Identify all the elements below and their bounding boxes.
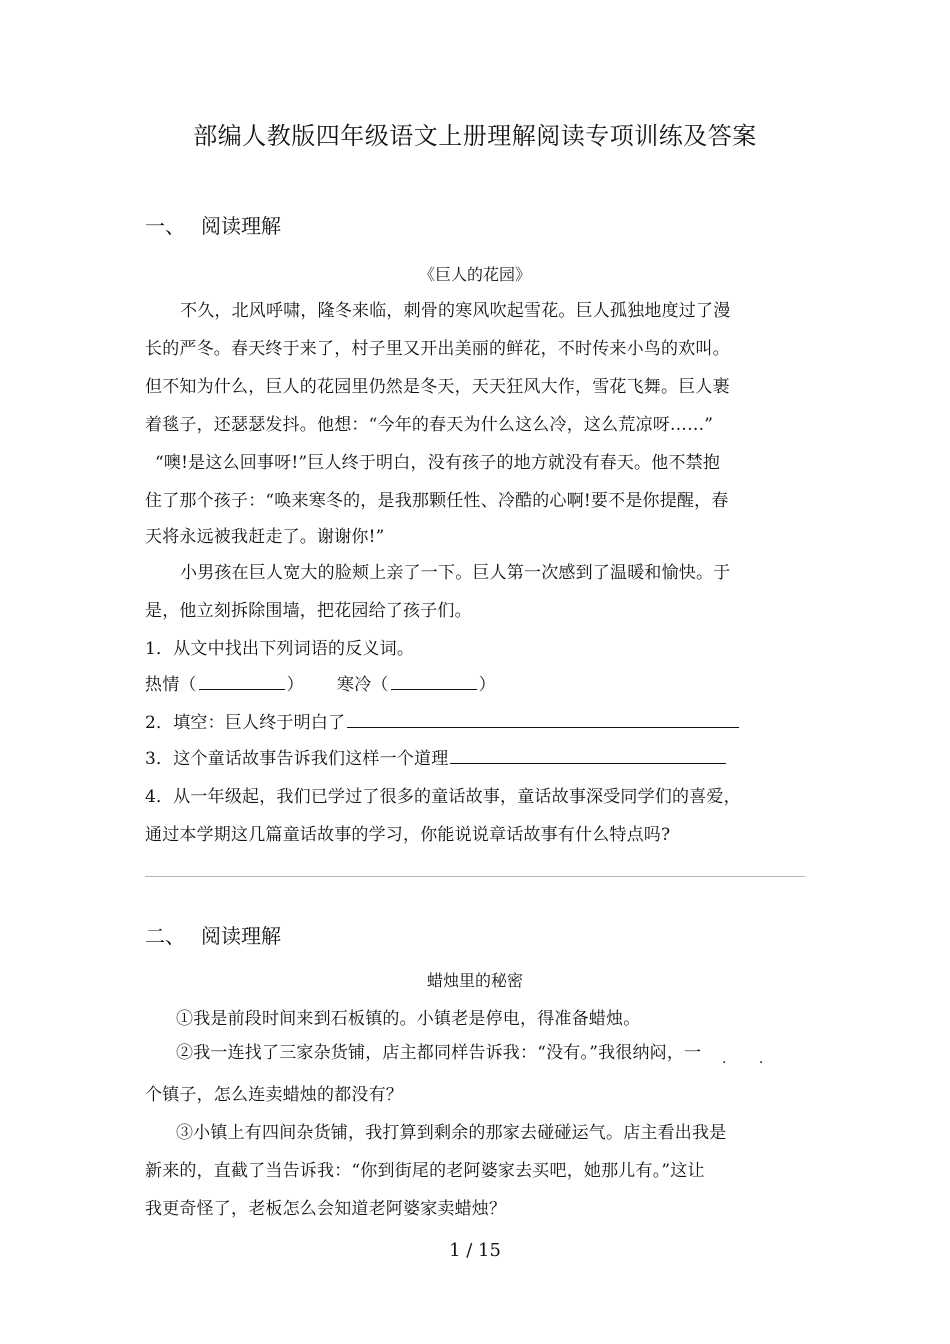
antonym-word-1-close: ） [286,675,304,695]
question-1-blanks [145,670,807,695]
answer-blank[interactable] [450,762,726,764]
question-4-continued: 通过本学期这几篇童话故事的学习，你能说说章话故事有什么特点吗? [145,825,671,845]
passage-1-line: 住了那个孩子：“唤来寒冬的，是我那颗任性、冷酷的心啊!要不是你提醒，春 [145,491,729,511]
passage-1-line: “噢!是这么回事呀!”巨人终于明白，没有孩子的地方就没有春天。他不禁抱 [155,453,721,473]
section-2-title: 阅读理解 [201,924,281,948]
section-2-heading [145,920,281,949]
passage-1-line: 着毯子，还瑟瑟发抖。他想：“今年的春天为什么这么冷，这么荒凉呀……” [145,415,714,435]
answer-blank[interactable] [347,726,739,728]
passage-1-line: 是，他立刻拆除围墙，把花园给了孩子们。 [145,601,472,621]
antonym-word-2-close: ） [478,675,496,695]
answer-line[interactable] [145,876,805,877]
question-1: 1．从文中找出下列词语的反义词。 [145,639,415,659]
section-1-title: 阅读理解 [201,214,281,238]
answer-blank[interactable] [199,688,285,690]
passage-1-title: 《巨人的花园》 [418,265,531,284]
emphasis-dots: · · [722,1055,778,1071]
question-3-text: 3．这个童话故事告诉我们这样一个道理 [145,749,449,769]
antonym-word-2: 寒冷（ [337,675,389,695]
question-2 [145,708,807,733]
passage-2-line: ①我是前段时间来到石板镇的。小镇老是停电，得准备蜡烛。 [176,1009,641,1029]
antonym-word-1: 热情（ [145,675,197,695]
section-2-number: 二、 [145,924,185,948]
passage-2-line: ③小镇上有四间杂货铺，我打算到剩余的那家去碰碰运气。店主看出我是 [176,1123,727,1143]
question-2-text: 2．填空：巨人终于明白了 [145,713,346,733]
page-number: 1 / 15 [449,1240,501,1261]
question-4: 4．从一年级起，我们已学过了很多的童话故事，童话故事深受同学们的喜爱， [145,787,741,807]
section-1-number: 一、 [145,214,185,238]
section-1-heading [145,210,281,239]
document-title: 部编人教版四年级语文上册理解阅读专项训练及答案 [193,122,757,150]
passage-2-line: ②我一连找了三家杂货铺，店主都同样告诉我：“没有。”我很纳闷，一 [176,1043,702,1063]
passage-1-line: 天将永远被我赶走了。谢谢你!” [145,527,385,547]
passage-2-line: 新来的，直截了当告诉我：“你到街尾的老阿婆家去买吧，她那儿有。”这让 [145,1161,705,1181]
passage-1-line: 但不知为什么，巨人的花园里仍然是冬天，天天狂风大作，雪花飞舞。巨人裹 [145,377,730,397]
answer-blank[interactable] [391,688,477,690]
passage-2-line: 个镇子，怎么连卖蜡烛的都没有？ [145,1085,403,1105]
passage-1-line: 不久，北风呼啸，隆冬来临，刺骨的寒风吹起雪花。巨人孤独地度过了漫 [180,301,731,321]
passage-2-line: 我更奇怪了，老板怎么会知道老阿婆家卖蜡烛？ [145,1199,507,1219]
passage-1-line: 小男孩在巨人宽大的脸颊上亲了一下。巨人第一次感到了温暖和愉快。于 [180,563,731,583]
passage-2-title: 蜡烛里的秘密 [426,971,523,990]
question-3 [145,744,807,769]
passage-1-line: 长的严冬。春天终于来了，村子里又开出美丽的鲜花，不时传来小鸟的欢叫。 [145,339,730,359]
